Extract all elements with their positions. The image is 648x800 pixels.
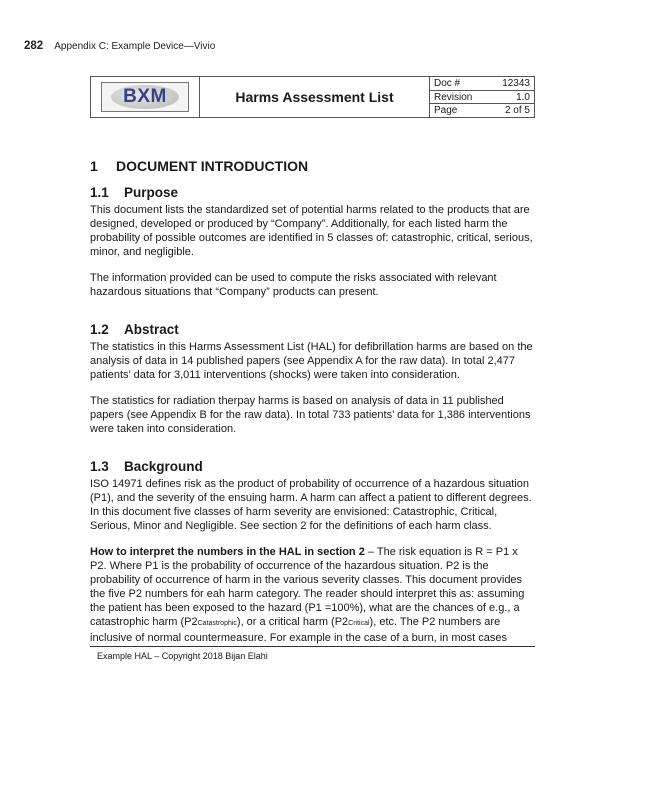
subsection-title: Background [124,459,203,474]
document-body [90,158,535,657]
logo-cell [91,77,200,117]
paragraph: The statistics in this Harms Assessment List (HAL) for defibrillation harms are based on the analysis of data in 14 published papers (see Appendix A for the raw data). In total 2,477 patients’ data for 3,011 interventions (shocks) were taken into consideration. [90,341,533,381]
section-heading [90,158,535,174]
meta-value: 12343 [502,77,530,89]
subscript: Critical [348,620,370,627]
section-title: DOCUMENT INTRODUCTION [116,158,309,174]
subsection-heading-abstract [90,322,535,337]
document-meta [430,77,534,117]
text-run: ), etc. The P2 numbers are inclusive of normal countermeasure. For example in the case of a burn, in most cases [90,616,507,644]
running-head [24,40,215,52]
paragraph: ISO 14971 defines risk as the product of probability of occurrence of a hazardous situation (P1), and the severity of the ensuing harm. A harm can affect a patient to different degrees. In this document five classes of harm severity are envisioned: Catastrophic, Critical, Serious, Minor and Negligible. See section 2 for the definitions of each harm class. [90,478,532,532]
footer-text: Example HAL – Copyright 2018 Bijan Elahi [97,651,268,661]
meta-row-doc [430,77,534,91]
meta-label: Revision [434,91,473,103]
subsection-heading-purpose [90,185,535,200]
subsection-number: 1.3 [90,459,109,474]
meta-value: 2 of 5 [504,105,530,117]
paragraph: The information provided can be used to compute the risks associated with relevant hazardous situations that “Company” products can present. [90,272,497,298]
paragraph: This document lists the standardized set of potential harms related to the products that are designed, developed or produced by “Company”. Additionally, for each listed harm the probability of possible outcomes are identified in 5 classes of: catastrophic, critical, serious, minor, and negligible. [90,204,533,258]
meta-row-page [430,104,534,117]
bold-lead: How to interpret the numbers in the HAL in section 2 [90,546,365,558]
text-run: ), or a critical harm (P2 [236,616,349,628]
paragraph: The statistics for radiation therpay harms is based on analysis of data in 11 published papers (see Appendix B for the raw data). In total 733 patients’ data for 1,386 interventions were taken into consideration. [90,395,531,435]
text-run: – The risk equation is R = P1 x P2. Where P1 is the probability of occurrence of the hazardous situation. P2 is the probability of occurrence of harm in the various severity classes. This document provides the five P2 numbers for eah harm category. The reader should interpret this as: assuming the patient has been exposed to the hazard (P1 =100%), what are the chances of e.g., a catastrophic harm (P2 [90,546,525,628]
meta-label: Doc # [434,77,461,89]
meta-row-revision [430,91,534,105]
section-number: 1 [90,158,98,174]
subsection-title: Abstract [124,322,179,337]
subsection-heading-background [90,459,535,474]
meta-label: Page [434,105,458,117]
company-logo [101,82,189,112]
paragraph-interpretation [90,545,535,645]
document-title: Harms Assessment List [200,77,430,117]
logo-text: BXM [111,85,179,109]
running-title: Appendix C: Example Device—Vivio [54,41,216,52]
subscript: Catastrophic [197,620,237,627]
footer-divider [90,646,535,647]
subsection-title: Purpose [124,185,179,200]
page-number: 282 [24,40,44,52]
subsection-number: 1.1 [90,185,109,200]
subsection-number: 1.2 [90,322,109,337]
meta-value: 1.0 [516,91,530,103]
document-header-table [90,76,535,118]
